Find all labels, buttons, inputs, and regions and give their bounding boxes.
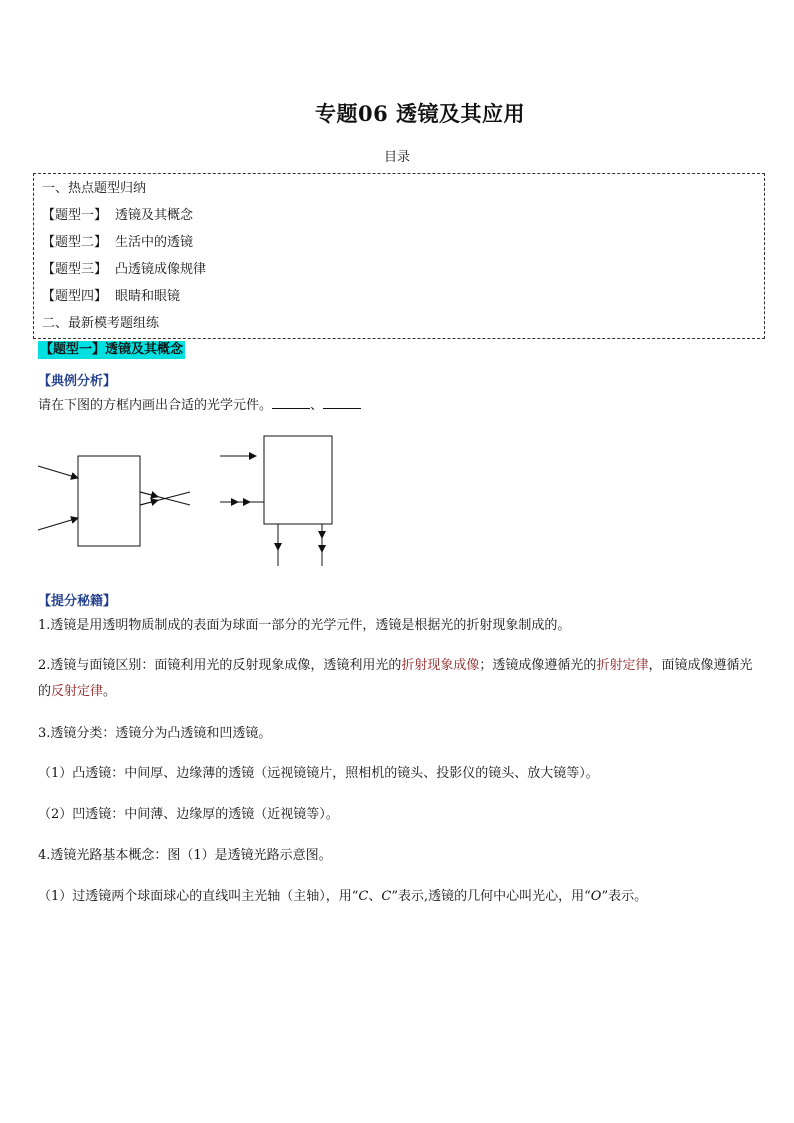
- paragraph-6: 4.透镜光路基本概念：图（1）是透镜光路示意图。: [38, 848, 332, 863]
- ray-in-upper: [38, 466, 78, 478]
- p2-red-3: 反射定律: [51, 684, 104, 699]
- answer-blank-2[interactable]: [323, 396, 361, 409]
- toc-item-label: 眼睛和眼镜: [115, 289, 181, 304]
- p7-symbol-c1: C: [358, 889, 369, 904]
- optics-box-right: [264, 436, 332, 524]
- paragraph-4: （1）凸透镜：中间厚、边缘薄的透镜（远视镜镜片，照相机的镜头、投影仪的镜头、放大镜等）。: [38, 766, 599, 781]
- toc-item-3[interactable]: [42, 258, 206, 277]
- ray-out-arrow-upper: [140, 492, 158, 497]
- toc-item-2[interactable]: [42, 231, 193, 250]
- toc-item-tag: 【题型一】: [42, 208, 108, 223]
- toc-item-label: 透镜及其概念: [115, 208, 194, 223]
- p2-red-1: 折射现象成像: [401, 658, 480, 673]
- question-separator: 、: [310, 398, 324, 413]
- p2-text-e: ，面镜成像遵循光的: [38, 658, 753, 699]
- paragraph-5: （2）凹透镜：中间薄、边缘厚的透镜（近视镜等）。: [38, 807, 339, 822]
- question-text: [38, 393, 762, 419]
- toc-item-tag: 【题型三】: [42, 262, 108, 277]
- toc-item-label: 凸透镜成像规律: [115, 262, 207, 277]
- p2-text-a: 2.透镜与面镜区别：面镜利用光的反射现象成像，透镜利用光的: [38, 658, 402, 673]
- toc-heading: 目录: [383, 150, 410, 165]
- p7-text-c: 、: [368, 889, 382, 904]
- paragraph-3: 3.透镜分类：透镜分为凸透镜和凹透镜。: [38, 726, 272, 741]
- section-title: 【题型一】透镜及其概念: [40, 342, 184, 357]
- p7-text-a: （1）过透镜两个球面球心的直线叫主光轴（主轴），用“: [38, 889, 359, 904]
- ray-out-arrow-lower: [140, 500, 158, 505]
- optics-diagram: [30, 428, 350, 570]
- page-title: 专题06 透镜及其应用: [314, 101, 526, 126]
- p2-text-c: ；透镜成像遵循光的: [479, 658, 597, 673]
- toc-box: [33, 173, 765, 339]
- optics-box-left: [78, 456, 140, 546]
- paragraph-1: 1.透镜是用透明物质制成的表面为球面一部分的光学元件，透镜是根据光的折射现象制成的。: [38, 618, 571, 633]
- toc-item-tag: 【题型四】: [42, 289, 108, 304]
- toc-item-4[interactable]: [42, 285, 180, 304]
- p7-text-e: ”表示,透镜的几何中心叫光心，用“: [391, 889, 591, 904]
- p2-text-g: 。: [103, 684, 117, 699]
- paragraph-7: [38, 884, 762, 910]
- p7-text-g: ”表示。: [601, 889, 648, 904]
- p2-red-2: 折射定律: [596, 658, 649, 673]
- toc-part2[interactable]: 二、最新模考题组练: [42, 316, 160, 331]
- toc-item-1[interactable]: [42, 204, 193, 223]
- toc-item-tag: 【题型二】: [42, 235, 108, 250]
- toc-item-label: 生活中的透镜: [115, 235, 194, 250]
- tips-heading: 【提分秘籍】: [38, 594, 117, 609]
- example-heading: 【典例分析】: [38, 374, 117, 389]
- ray-in-lower: [38, 518, 78, 530]
- paragraph-2: [38, 653, 762, 705]
- p7-symbol-o: O: [590, 889, 602, 904]
- answer-blank-1[interactable]: [272, 396, 310, 409]
- toc-part1[interactable]: 一、热点题型归纳: [42, 181, 147, 196]
- p7-symbol-c2: C: [381, 889, 392, 904]
- question-body: 请在下图的方框内画出合适的光学元件。: [38, 398, 273, 413]
